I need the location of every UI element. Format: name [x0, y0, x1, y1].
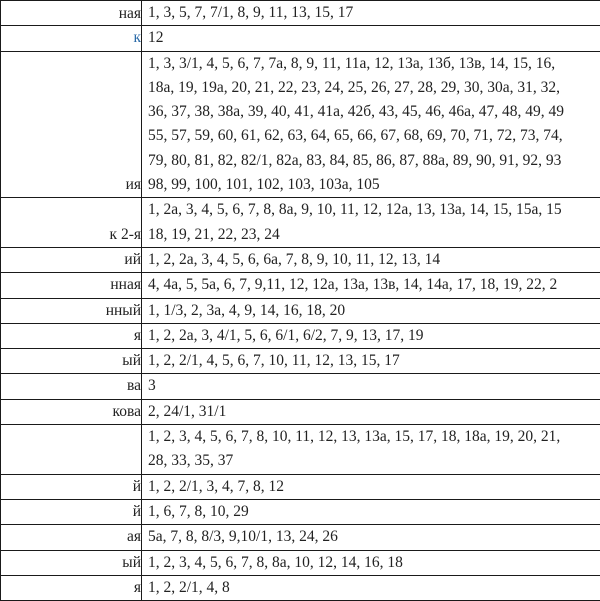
- house-numbers-line: 98, 99, 100, 101, 102, 103, 103а, 105: [148, 173, 600, 197]
- street-name[interactable]: к: [133, 29, 141, 46]
- street-name-cell: [1, 1, 142, 26]
- table-row: [1, 1, 600, 26]
- house-numbers-line: 1, 3, 5, 7, 7/1, 8, 9, 11, 13, 15, 17: [148, 1, 600, 25]
- house-numbers-line: 55, 57, 59, 60, 61, 62, 63, 64, 65, 66, 67, 68, 69, 70, 71, 72, 73, 74,: [148, 124, 600, 148]
- street-name: нная: [110, 276, 141, 293]
- street-name-cell: [1, 273, 142, 298]
- house-numbers-line: 1, 2, 2/1, 4, 8: [148, 576, 600, 600]
- street-name-cell: [1, 550, 142, 575]
- streets-table-body: [1, 1, 600, 601]
- street-name-cell: [1, 198, 142, 248]
- house-numbers-cell: [142, 247, 600, 272]
- table-row: [1, 298, 600, 323]
- street-name-cell: [1, 298, 142, 323]
- house-numbers-line: 28, 33, 35, 37: [148, 449, 600, 473]
- table-row: [1, 51, 600, 198]
- street-name: я: [134, 579, 141, 596]
- street-name: ый: [122, 352, 141, 369]
- table-row: [1, 198, 600, 248]
- house-numbers-line: 1, 2, 2/1, 4, 5, 6, 7, 10, 11, 12, 13, 15, 17: [148, 349, 600, 373]
- house-numbers-cell: [142, 474, 600, 499]
- house-numbers-cell: [142, 349, 600, 374]
- street-name-cell: [1, 575, 142, 600]
- house-numbers-cell: [142, 26, 600, 51]
- street-name-cell: [1, 247, 142, 272]
- house-numbers-line: 1, 1/3, 2, 3а, 4, 9, 14, 16, 18, 20: [148, 299, 600, 323]
- house-numbers-line: 1, 6, 7, 8, 10, 29: [148, 500, 600, 524]
- house-numbers-cell: [142, 550, 600, 575]
- house-numbers-cell: [142, 323, 600, 348]
- house-numbers-cell: [142, 273, 600, 298]
- house-numbers-cell: [142, 51, 600, 198]
- table-row: [1, 425, 600, 475]
- house-numbers-line: 12: [148, 26, 600, 50]
- table-row: [1, 550, 600, 575]
- street-name-cell: [1, 349, 142, 374]
- street-name-cell: [1, 425, 142, 475]
- street-name: к 2-я: [110, 226, 141, 243]
- table-row: [1, 575, 600, 600]
- street-name: нный: [106, 302, 141, 319]
- street-name: ва: [127, 377, 141, 394]
- house-numbers-cell: [142, 198, 600, 248]
- house-numbers-line: 1, 2, 2а, 3, 4, 5, 6, 6а, 7, 8, 9, 10, 11, 12, 13, 14: [148, 248, 600, 272]
- street-name: ная: [119, 5, 141, 22]
- table-row: [1, 323, 600, 348]
- house-numbers-line: 1, 2а, 3, 4, 5, 6, 7, 8, 8а, 9, 10, 11, 12, 12а, 13, 13а, 14, 15, 15а, 15: [148, 198, 600, 222]
- house-numbers-cell: [142, 425, 600, 475]
- house-numbers-cell: [142, 298, 600, 323]
- street-name-cell: [1, 51, 142, 198]
- table-row: [1, 349, 600, 374]
- street-name-cell: [1, 374, 142, 399]
- street-name: ая: [127, 528, 141, 545]
- street-name: ия: [126, 176, 141, 193]
- street-name: ий: [124, 251, 141, 268]
- house-numbers-line: 5а, 7, 8, 8/3, 9,10/1, 13, 24, 26: [148, 525, 600, 549]
- house-numbers-line: 36, 37, 38, 38а, 39, 40, 41, 41а, 42б, 43, 45, 46, 46а, 47, 48, 49, 49: [148, 100, 600, 124]
- house-numbers-cell: [142, 499, 600, 524]
- house-numbers-line: 3: [148, 374, 600, 398]
- street-name: я: [134, 327, 141, 344]
- table-row: [1, 499, 600, 524]
- house-numbers-line: 18, 19, 21, 22, 23, 24: [148, 223, 600, 247]
- street-name: кова: [113, 403, 142, 420]
- table-row: [1, 525, 600, 550]
- house-numbers-cell: [142, 374, 600, 399]
- table-row: [1, 273, 600, 298]
- house-numbers-cell: [142, 1, 600, 26]
- table-row: [1, 474, 600, 499]
- table-row: [1, 26, 600, 51]
- house-numbers-cell: [142, 525, 600, 550]
- street-name: ый: [122, 554, 141, 571]
- house-numbers-line: 1, 2, 2/1, 3, 4, 7, 8, 12: [148, 475, 600, 499]
- table-row: [1, 247, 600, 272]
- house-numbers-line: 1, 2, 3, 4, 5, 6, 7, 8, 8а, 10, 12, 14, 16, 18: [148, 551, 600, 575]
- street-name-cell: [1, 525, 142, 550]
- house-numbers-line: 79, 80, 81, 82, 82/1, 82а, 83, 84, 85, 86, 87, 88а, 89, 90, 91, 92, 93: [148, 149, 600, 173]
- house-numbers-line: 1, 3, 3/1, 4, 5, 6, 7, 7а, 8, 9, 11, 11а, 12, 13а, 13б, 13в, 14, 15, 16,: [148, 52, 600, 76]
- house-numbers-cell: [142, 575, 600, 600]
- house-numbers-line: 4, 4а, 5, 5а, 6, 7, 9,11, 12, 12а, 13а, 13в, 14, 14а, 17, 18, 19, 22, 2: [148, 273, 600, 297]
- street-name-cell: [1, 474, 142, 499]
- house-numbers-line: 2, 24/1, 31/1: [148, 400, 600, 424]
- street-name-cell: [1, 26, 142, 51]
- street-name-cell: [1, 399, 142, 424]
- house-numbers-line: 18а, 19, 19а, 20, 21, 22, 23, 24, 25, 26, 27, 28, 29, 30, 30а, 31, 32,: [148, 76, 600, 100]
- street-name-cell: [1, 323, 142, 348]
- table-row: [1, 399, 600, 424]
- table-row: [1, 374, 600, 399]
- house-numbers-line: 1, 2, 2а, 3, 4/1, 5, 6, 6/1, 6/2, 7, 9, 13, 17, 19: [148, 324, 600, 348]
- street-name-cell: [1, 499, 142, 524]
- street-name: й: [133, 503, 141, 520]
- house-numbers-cell: [142, 399, 600, 424]
- street-name: й: [133, 478, 141, 495]
- house-numbers-line: 1, 2, 3, 4, 5, 6, 7, 8, 10, 11, 12, 13, 13а, 15, 17, 18, 18а, 19, 20, 21,: [148, 425, 600, 449]
